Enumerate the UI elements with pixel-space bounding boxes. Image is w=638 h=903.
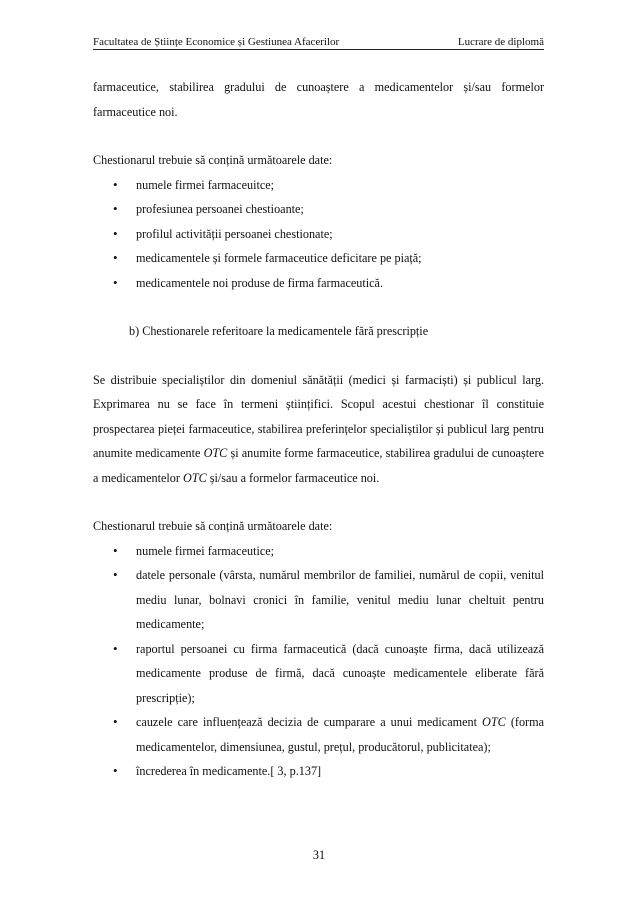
bullet-icon: • bbox=[113, 640, 118, 656]
bullet-icon: • bbox=[113, 250, 118, 265]
list1-intro: Chestionarul trebuie să conțină următoarele date: bbox=[93, 153, 333, 167]
otc-term: OTC bbox=[183, 470, 207, 485]
header-faculty: Facultatea de Științe Economice și Gestiunea Afacerilor bbox=[93, 36, 340, 48]
bullet-icon: • bbox=[113, 225, 118, 241]
bullet-icon: • bbox=[113, 714, 118, 729]
list-item: • raportul persoanei cu firma farmaceutică (dacă cunoaște firma, dacă utilizează medicamente produse de firmă, dacă cunoaște medicamentele eliberate fără prescripție); bbox=[93, 637, 544, 711]
list-item: • profesiunea persoanei chestioante; bbox=[93, 197, 544, 222]
bullet-icon: • bbox=[113, 176, 118, 192]
bullet-icon: • bbox=[113, 567, 118, 582]
list-item: • medicamentele noi produse de firma farmaceutică. bbox=[93, 271, 544, 296]
header-thesis-label: Lucrare de diplomă bbox=[457, 36, 544, 48]
page-header bbox=[93, 36, 544, 50]
list-item: • medicamentele și formele farmaceutice deficitare pe piață; bbox=[93, 246, 544, 271]
section-subheading: b) Chestionarele referitoare la medicamentele fără prescripție bbox=[129, 324, 429, 338]
list2 bbox=[93, 539, 544, 784]
page-content bbox=[93, 75, 544, 784]
paragraph-continuation: farmaceutice, stabilirea gradului de cunoaștere a medicamentelor și/sau formelor farmaceutice noi. bbox=[93, 80, 544, 119]
list2-intro: Chestionarul trebuie să conțină următoarele date: bbox=[93, 519, 333, 533]
bullet-icon: • bbox=[113, 274, 118, 290]
bullet-icon: • bbox=[113, 201, 118, 216]
otc-term: OTC bbox=[203, 446, 228, 460]
list-item: • încrederea în medicamente.[ 3, p.137] bbox=[93, 759, 544, 784]
list-item: • datele personale (vârsta, numărul membrilor de familiei, numărul de copii, venitul mediu lunar, bolnavi cronici în familie, venitul mediu lunar cheltuit pentru medicamente; bbox=[93, 563, 544, 637]
list-item: • numele firmei farmaceuitce; bbox=[93, 173, 544, 198]
list-item: • profilul activității persoanei chestionate; bbox=[93, 222, 544, 247]
otc-term: OTC bbox=[482, 715, 506, 729]
bullet-icon: • bbox=[113, 542, 118, 558]
paragraph-otc: Se distribuie specialiștilor din domeniul sănătății (medici și farmaciști) și publicul larg. Exprimarea nu se face în termeni științifici. Scopul acestui chestionar îl constituie prospectarea pieței farmaceutice, stabilirea preferințelor specialiștilor și publicul larg pentru anumite medicamente OTC și anumite forme farmaceutice, stabilirea gradului de cunoaștere a medicamentelor OTC și/sau a formelor farmaceutice noi. bbox=[93, 372, 544, 485]
list-item: • cauzele care influențează decizia de cumparare a unui medicament OTC (forma medicamentelor, dimensiunea, gustul, prețul, producătorul, publicitatea); bbox=[93, 710, 544, 759]
list1 bbox=[93, 173, 544, 296]
bullet-icon: • bbox=[113, 763, 118, 778]
list-item: • numele firmei farmaceutice; bbox=[93, 539, 544, 564]
page-number: 31 bbox=[312, 848, 326, 862]
